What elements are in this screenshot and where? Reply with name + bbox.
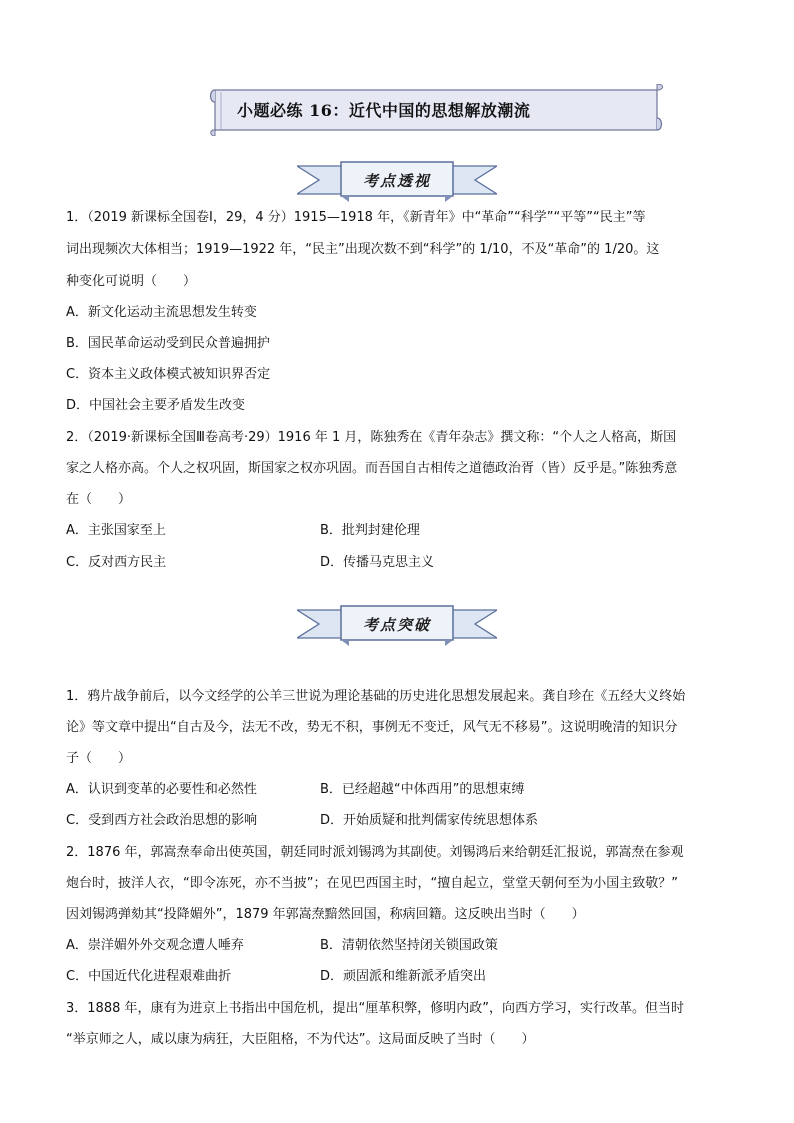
option-c: C．反对西方民主 bbox=[66, 555, 167, 570]
option-b: B．清朝依然坚持闭关锁国政策 bbox=[320, 938, 498, 953]
question-line: 3．1888 年，康有为进京上书指出中国危机，提出“厘革积弊，修明内政”，向西方学习，实行改革。但当时 bbox=[66, 1001, 684, 1016]
option-b: B．国民革命运动受到民众普遍拥护 bbox=[66, 336, 270, 351]
option-a: A．认识到变革的必要性和必然性 bbox=[66, 782, 257, 797]
question-line: 2．1876 年，郭嵩焘奉命出使英国，朝廷同时派刘锡鸿为其副使。刘锡鸿后来给朝廷汇报说，郭嵩焘在参观 bbox=[66, 845, 684, 860]
question-line: 因刘锡鸿弹劾其“投降媚外”，1879 年郭嵩焘黯然回国，称病回籍。这反映出当时（ ） bbox=[66, 907, 585, 922]
option-d: D．传播马克思主义 bbox=[320, 555, 435, 570]
page-title: 小题必练 16：近代中国的思想解放潮流 bbox=[237, 101, 531, 120]
option-a: A．主张国家至上 bbox=[66, 523, 166, 538]
question-line: 2．（2019·新课标全国Ⅲ卷高考·29）1916 年 1 月，陈独秀在《青年杂志》撰文称：“个人之人格高，斯国 bbox=[66, 430, 677, 445]
question-line: 词出现频次大体相当；1919—1922 年，“民主”出现次数不到“科学”的 1/10，不及“革命”的 1/20。这 bbox=[66, 242, 660, 257]
option-d: D．顽固派和维新派矛盾突出 bbox=[320, 969, 487, 984]
question-line: 在（ ） bbox=[66, 492, 132, 507]
option-b: B．批判封建伦理 bbox=[320, 523, 420, 538]
section-label: 考点透视 bbox=[362, 172, 431, 190]
option-c: C．受到西方社会政治思想的影响 bbox=[66, 813, 258, 828]
question-line: 论》等文章中提出“自古及今，法无不改，势无不积，事例无不变迁，风气无不移易”。这说明晚清的知识分 bbox=[66, 720, 678, 735]
question-line: 1．鸦片战争前后，以今文经学的公羊三世说为理论基础的历史进化思想发展起来。龚自珍在《五经大义终始 bbox=[66, 689, 686, 704]
question-line: 炮台时，披洋人衣，“即令冻死，亦不当披”；在见巴西国主时，“擅自起立，堂堂天朝何至为小国主致敬？” bbox=[66, 876, 678, 891]
question-line: 子（ ） bbox=[66, 751, 132, 766]
question-line: 种变化可说明（ ） bbox=[66, 274, 197, 289]
option-d: D．开始质疑和批判儒家传统思想体系 bbox=[320, 813, 539, 828]
option-a: A．新文化运动主流思想发生转变 bbox=[66, 305, 257, 320]
option-c: C．资本主义政体模式被知识界否定 bbox=[66, 367, 271, 382]
option-b: B．已经超越“中体西用”的思想束缚 bbox=[320, 782, 525, 797]
question-line: 家之人格亦高。个人之权巩固，斯国家之权亦巩固。而吾国自古相传之道德政治胥（皆）反乎是。”陈独秀意 bbox=[66, 461, 678, 476]
section-label: 考点突破 bbox=[362, 616, 431, 634]
title-banner bbox=[207, 84, 665, 136]
option-c: C．中国近代化进程艰难曲折 bbox=[66, 969, 232, 984]
section-ribbon-overview bbox=[297, 160, 497, 204]
question-line: 1．（2019 新课标全国卷Ⅰ，29，4 分）1915—1918 年，《新青年》中“革命”“科学”“平等”“民主”等 bbox=[66, 210, 646, 225]
question-line: “举京师之人，咸以康为病狂，大臣阻格，不为代达”。这局面反映了当时（ ） bbox=[66, 1032, 535, 1047]
option-a: A．崇洋媚外外交观念遭人唾弃 bbox=[66, 938, 244, 953]
option-d: D．中国社会主要矛盾发生改变 bbox=[66, 398, 246, 413]
section-ribbon-breakthrough bbox=[297, 604, 497, 648]
